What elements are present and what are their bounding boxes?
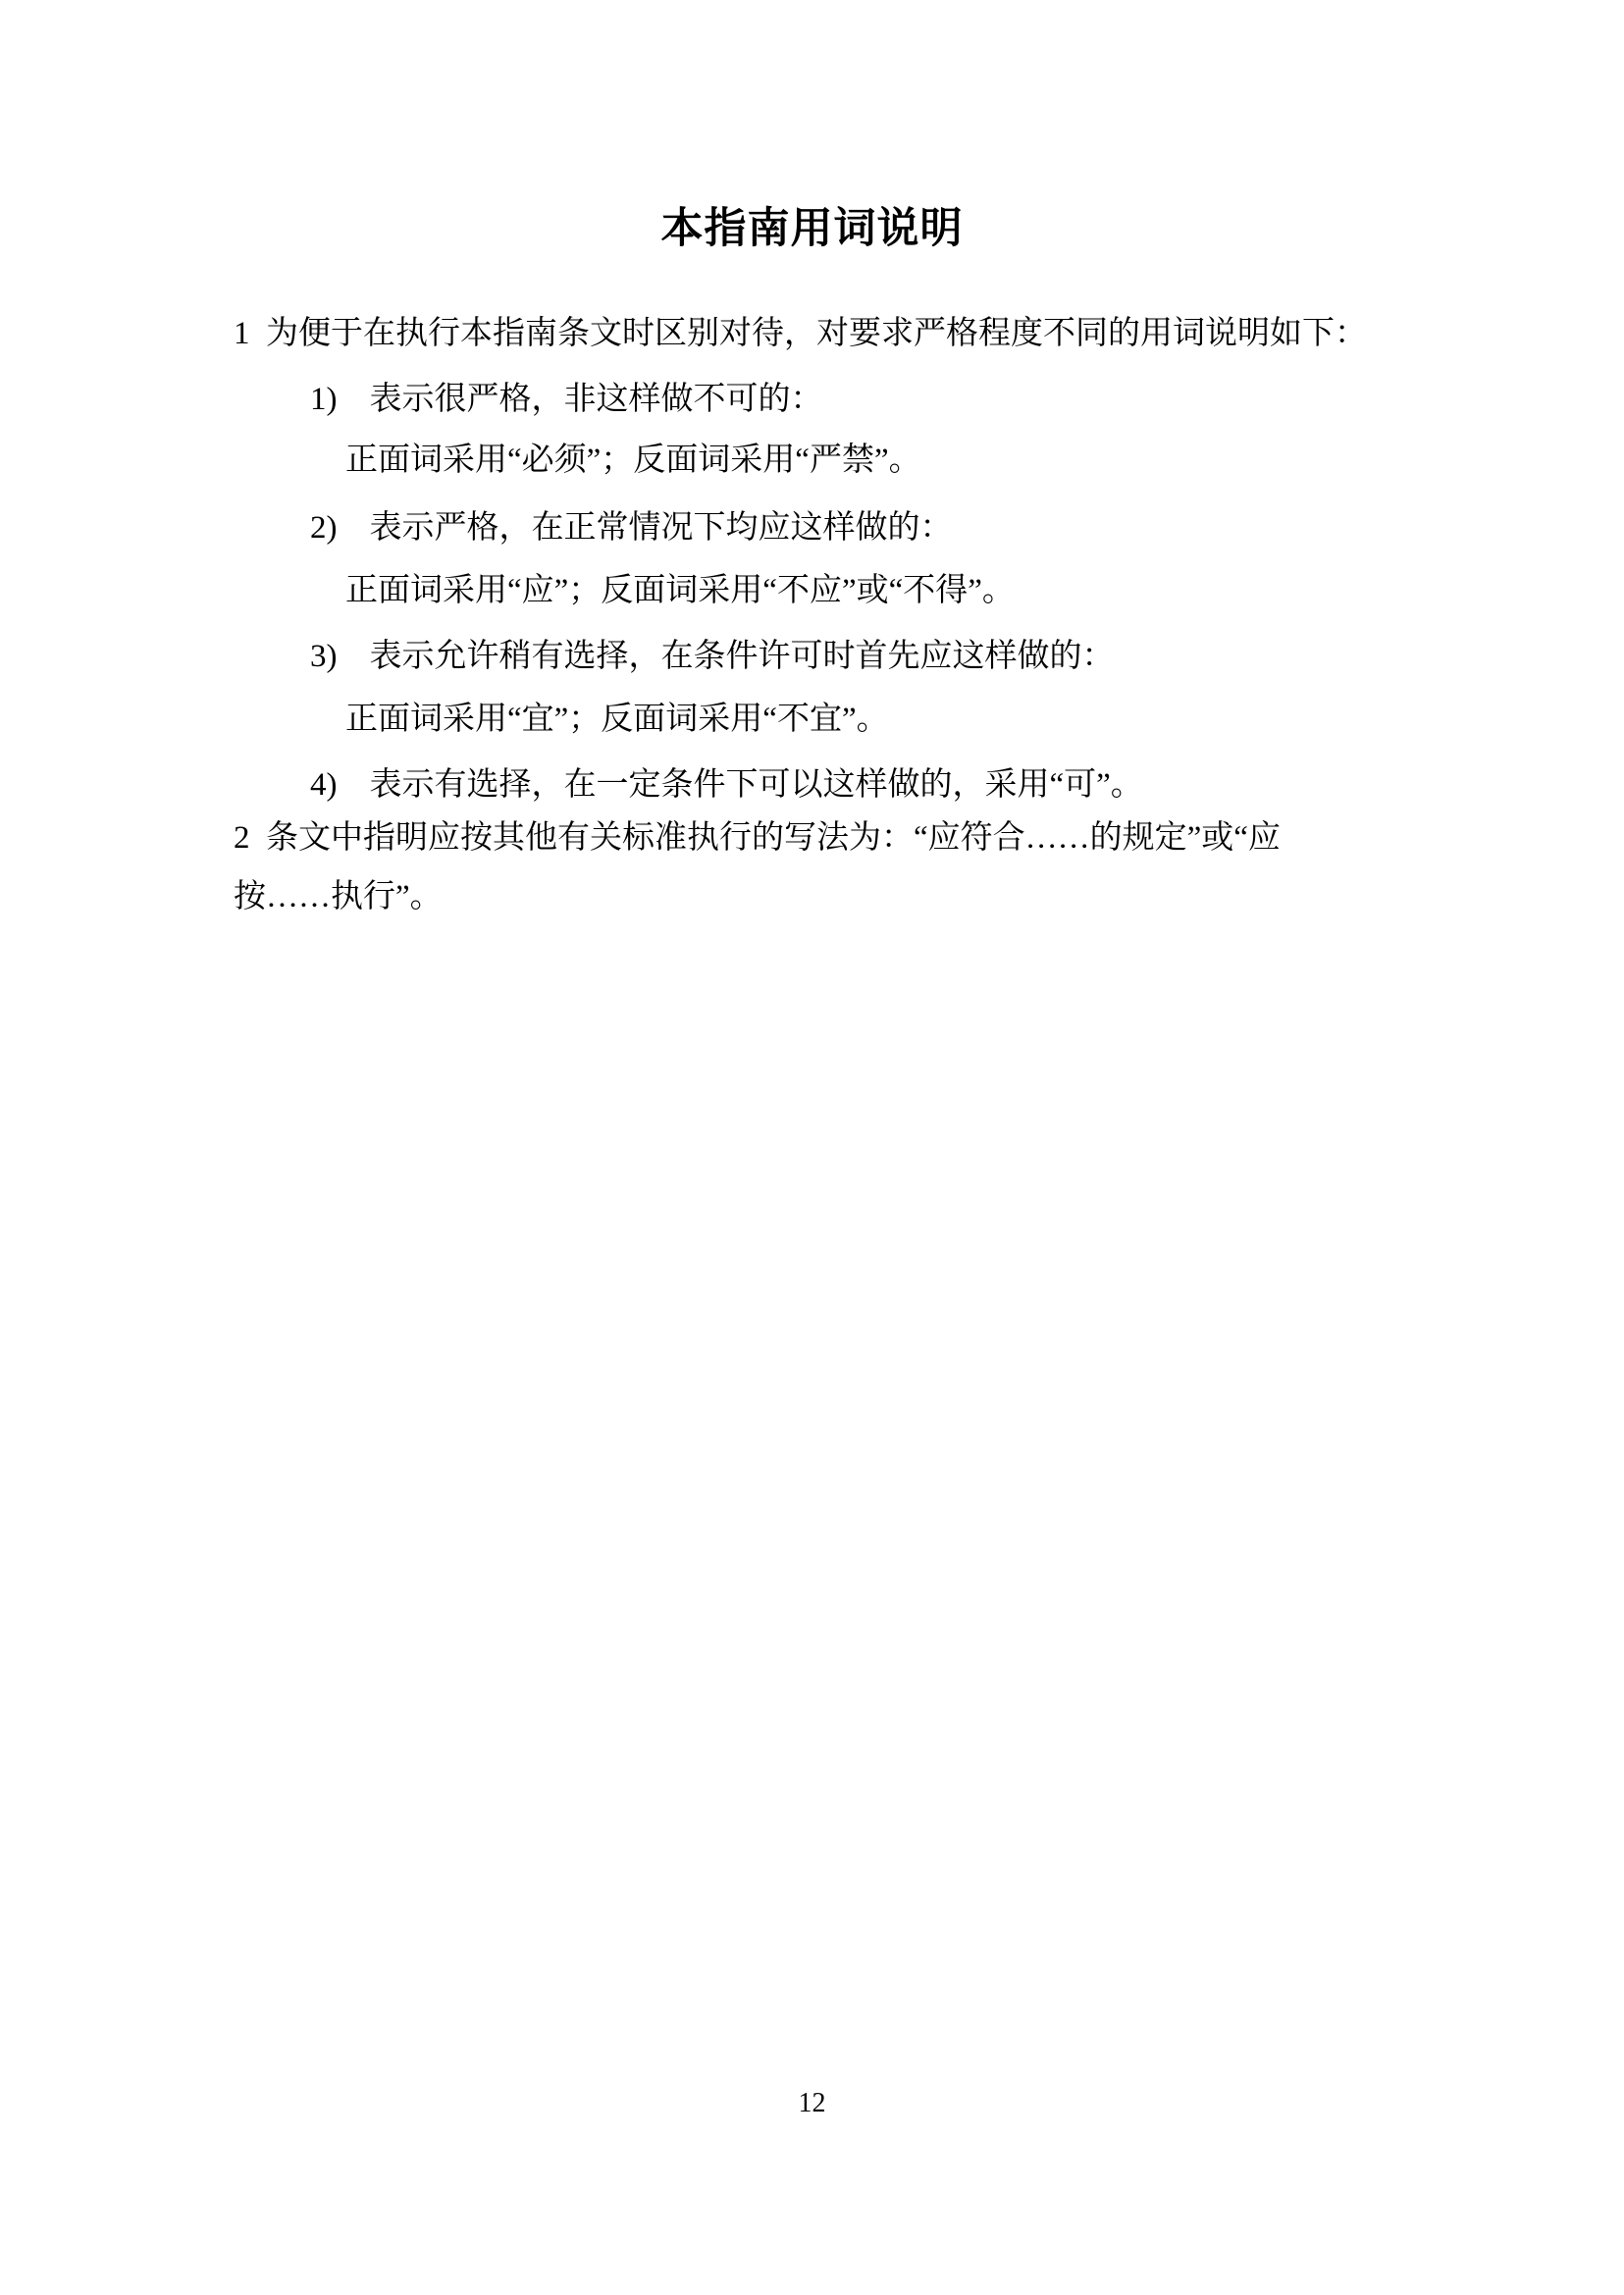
clause-1-item-4: 4) 表示有选择，在一定条件下可以这样做的，采用“可”。 bbox=[310, 767, 1143, 803]
page-number: 12 bbox=[798, 2088, 826, 2118]
clause-1-text: 1 为便于在执行本指南条文时区别对待，对要求严格程度不同的用词说明如下： bbox=[234, 316, 1367, 351]
clause-1-item-1-detail: 正面词采用“必须”；反面词采用“严禁”。 bbox=[345, 443, 921, 478]
clause-2-text-line-2: 按……执行”。 bbox=[234, 879, 443, 914]
page-title: 本指南用词说明 bbox=[660, 206, 964, 252]
clause-1-item-2: 2) 表示严格，在正常情况下均应这样做的： bbox=[310, 510, 953, 546]
clause-1-item-2-detail: 正面词采用“应”；反面词采用“不应”或“不得”。 bbox=[345, 573, 1015, 608]
clause-1-item-3: 3) 表示允许稍有选择，在条件许可时首先应这样做的： bbox=[310, 639, 1115, 674]
clause-1-item-3-detail: 正面词采用“宜”；反面词采用“不宜”。 bbox=[345, 702, 889, 737]
clause-1-item-1: 1) 表示很严格，非这样做不可的： bbox=[310, 382, 823, 417]
clause-2-text-line-1: 2 条文中指明应按其他有关标准执行的写法为：“应符合……的规定”或“应 bbox=[234, 820, 1281, 856]
